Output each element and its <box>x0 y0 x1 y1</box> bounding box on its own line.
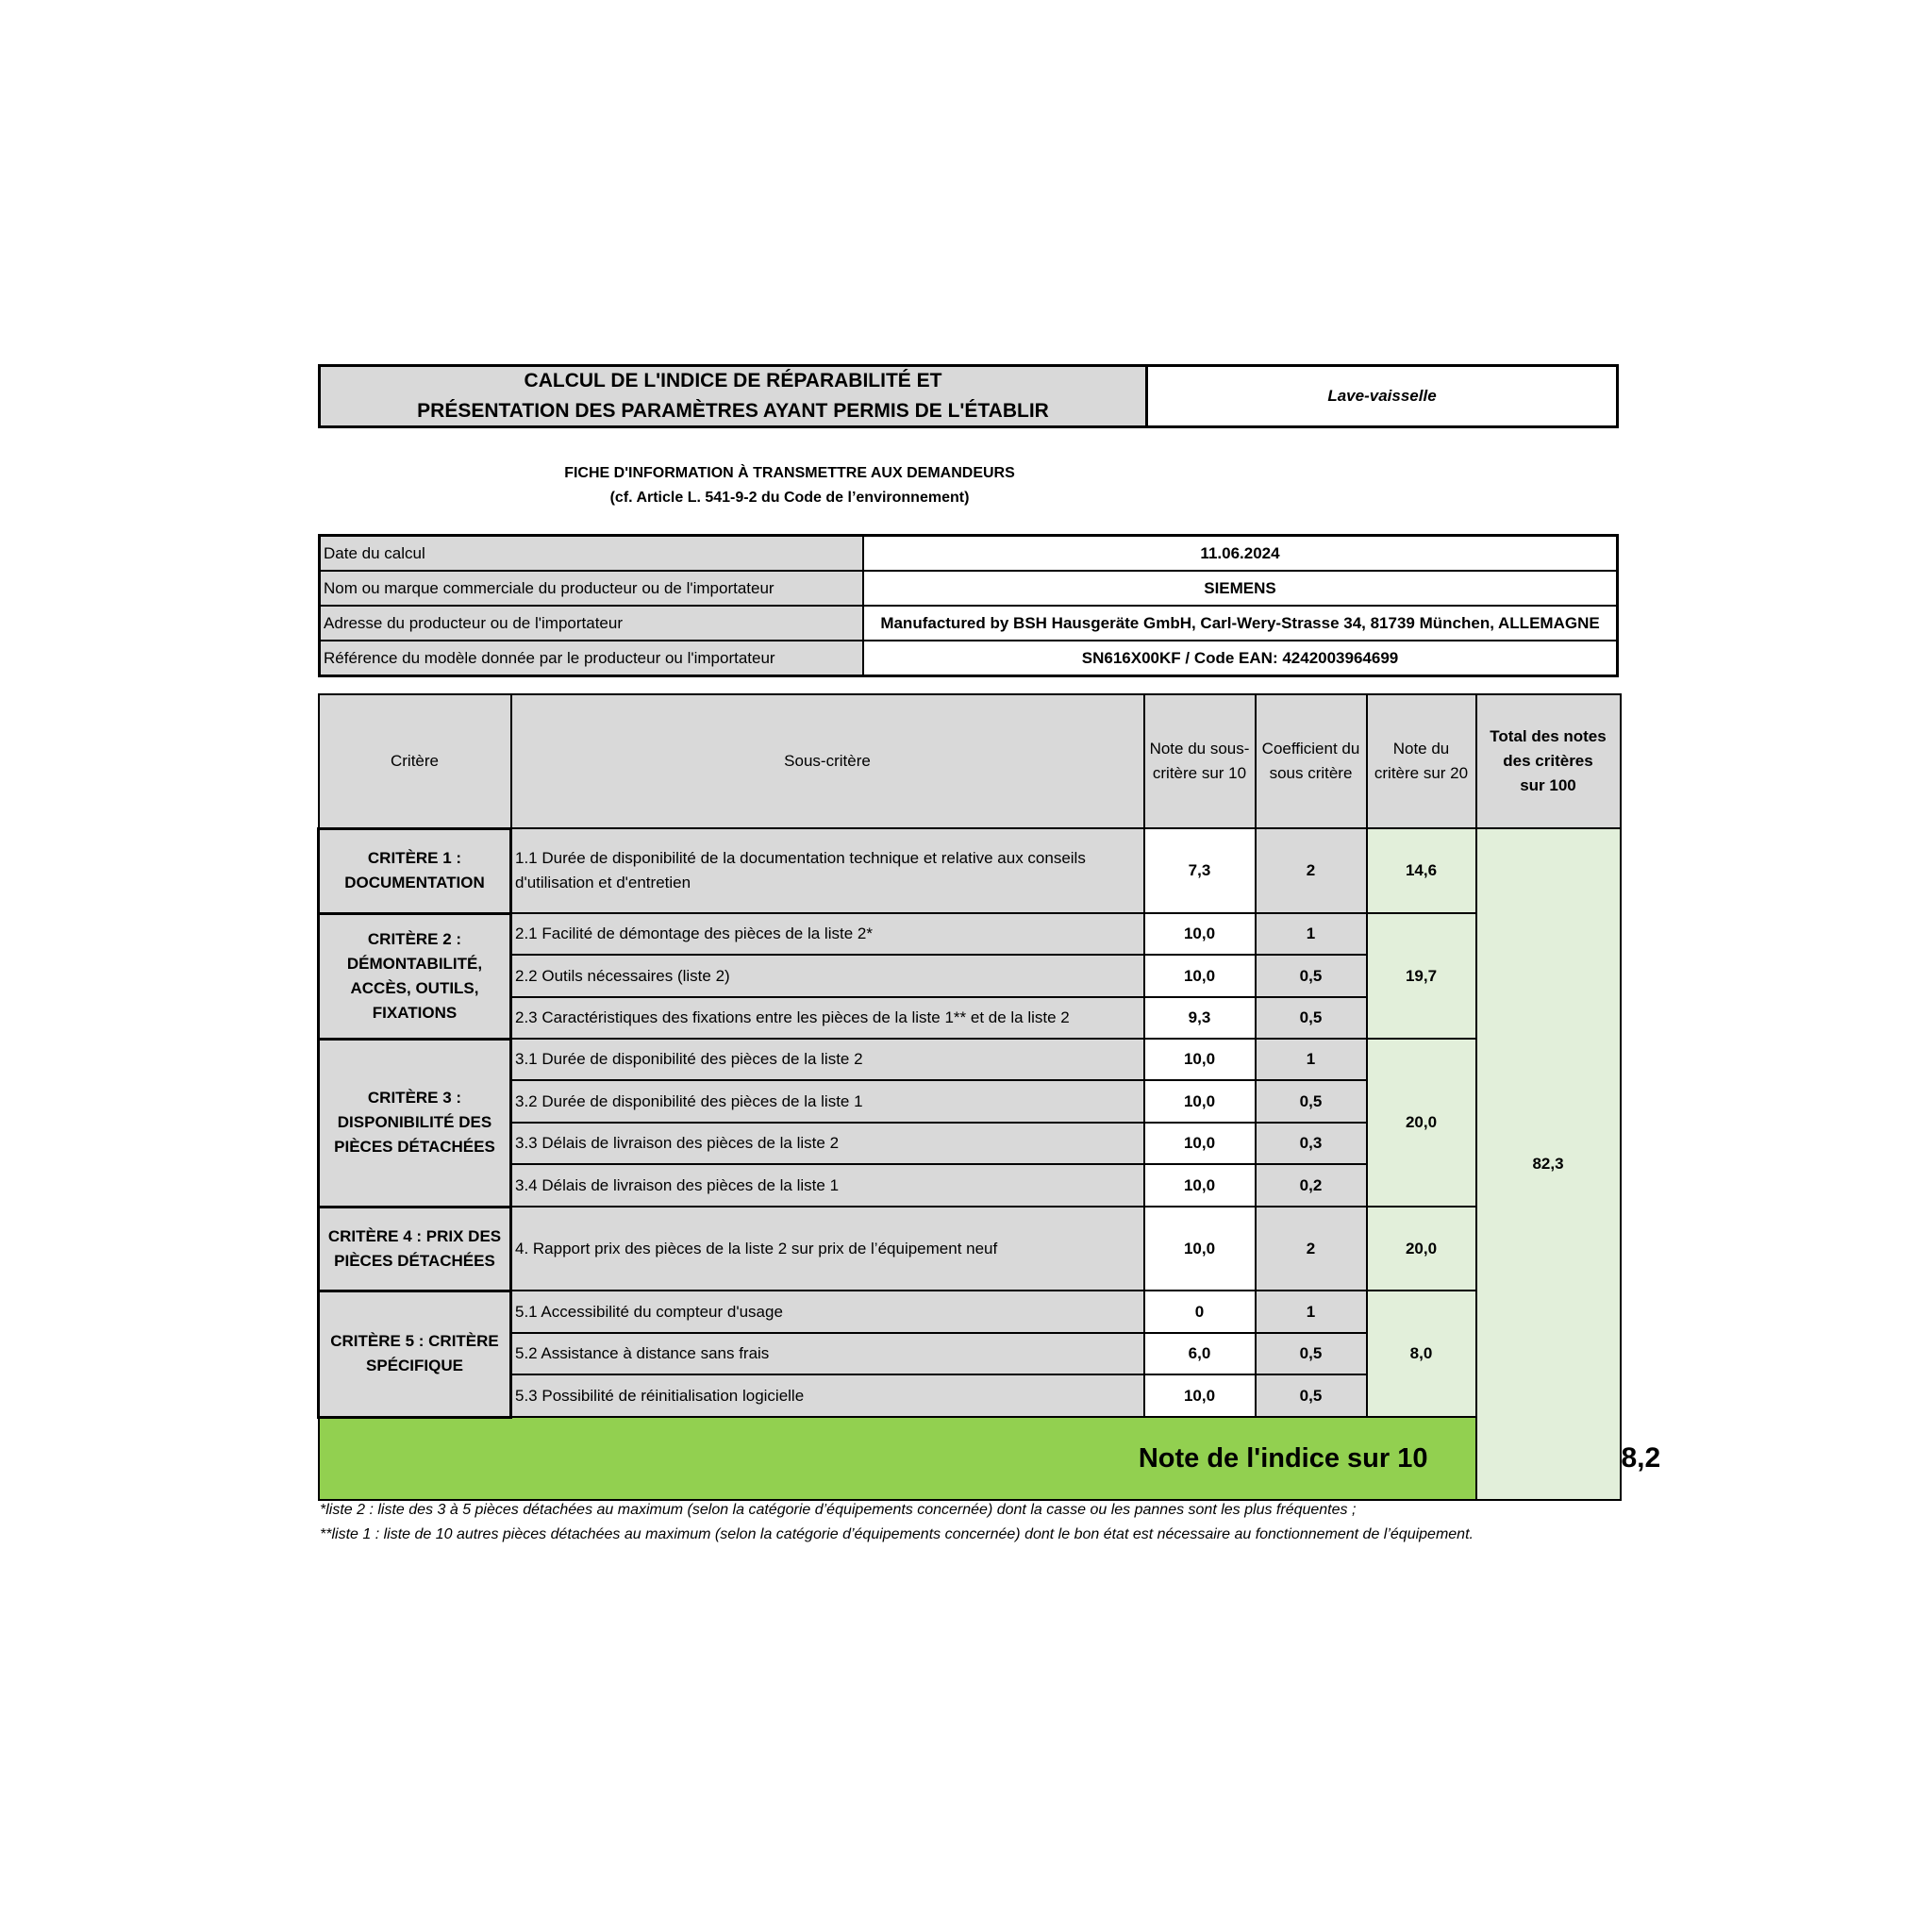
sub-criterion-note: 10,0 <box>1144 1123 1256 1164</box>
subheading-line-1: FICHE D'INFORMATION À TRANSMETTRE AUX DEMANDEURS <box>564 465 1015 481</box>
sub-criterion-note: 6,0 <box>1144 1333 1256 1374</box>
info-label: Adresse du producteur ou de l'importateur <box>321 607 864 640</box>
info-label: Nom ou marque commerciale du producteur ou de l'importateur <box>321 572 864 605</box>
sub-criterion-label: 3.3 Délais de livraison des pièces de la liste 2 <box>511 1123 1144 1164</box>
header-total: Total des notes des critères sur 100 <box>1476 694 1621 828</box>
criterion-score-20: 20,0 <box>1367 1207 1476 1291</box>
sub-criterion-note: 0 <box>1144 1291 1256 1333</box>
criterion-5-label: CRITÈRE 5 : CRITÈRE SPÉCIFIQUE <box>319 1291 511 1417</box>
sub-criterion-note: 10,0 <box>1144 1080 1256 1123</box>
sub-criterion-coef: 0,2 <box>1256 1164 1367 1207</box>
info-label: Référence du modèle donnée par le producteur ou l'importateur <box>321 641 864 675</box>
criterion-4-label: CRITÈRE 4 : PRIX DES PIÈCES DÉTACHÉES <box>319 1207 511 1291</box>
sub-criterion-coef: 0,5 <box>1256 997 1367 1039</box>
title-block <box>318 364 1619 428</box>
criterion-score-20: 20,0 <box>1367 1039 1476 1207</box>
total-score-100: 82,3 <box>1476 828 1621 1500</box>
sub-criterion-note: 10,0 <box>1144 913 1256 955</box>
sub-criterion-label: 3.2 Durée de disponibilité des pièces de la liste 1 <box>511 1080 1144 1123</box>
footnote-liste-2: *liste 2 : liste des 3 à 5 pièces détachées au maximum (selon la catégorie d’équipements concernée) dont la casse ou les pannes sont les plus fréquentes ; <box>320 1502 1357 1518</box>
sub-criterion-coef: 2 <box>1256 828 1367 913</box>
info-value: Manufactured by BSH Hausgeräte GmbH, Carl-Wery-Strasse 34, 81739 München, ALLEMAGNE <box>880 613 1600 632</box>
sub-criterion-coef: 0,3 <box>1256 1123 1367 1164</box>
criterion-3-label: CRITÈRE 3 : DISPONIBILITÉ DES PIÈCES DÉTACHÉES <box>319 1039 511 1207</box>
info-row-address <box>321 605 1616 640</box>
header-note-sous-critere: Note du sous- critère sur 10 <box>1144 694 1256 828</box>
document-title <box>321 367 1148 425</box>
table-row <box>319 1207 1621 1291</box>
criterion-1-label: CRITÈRE 1 : DOCUMENTATION <box>319 828 511 913</box>
sub-criterion-label: 1.1 Durée de disponibilité de la documentation technique et relative aux conseils d'utilisation et d'entretien <box>511 828 1144 913</box>
sub-criterion-coef: 0,5 <box>1256 1080 1367 1123</box>
sub-criterion-label: 2.2 Outils nécessaires (liste 2) <box>511 955 1144 997</box>
header-note-critere: Note du critère sur 20 <box>1367 694 1476 828</box>
sub-criterion-coef: 0,5 <box>1256 955 1367 997</box>
sub-criterion-label: 4. Rapport prix des pièces de la liste 2 sur prix de l’équipement neuf <box>511 1207 1144 1291</box>
header-coefficient: Coefficient du sous critère <box>1256 694 1367 828</box>
info-value: SN616X00KF / Code EAN: 4242003964699 <box>1081 648 1399 667</box>
sub-criterion-note: 9,3 <box>1144 997 1256 1039</box>
criterion-2-label: CRITÈRE 2 : DÉMONTABILITÉ, ACCÈS, OUTILS, FIXATIONS <box>319 913 511 1039</box>
sub-criterion-label: 5.1 Accessibilité du compteur d'usage <box>511 1291 1144 1333</box>
sub-criterion-label: 3.1 Durée de disponibilité des pièces de la liste 2 <box>511 1039 1144 1080</box>
final-score-label: Note de l'indice sur 10 <box>319 1417 1476 1500</box>
criterion-score-20: 19,7 <box>1367 913 1476 1039</box>
criterion-score-20: 8,0 <box>1367 1291 1476 1417</box>
title-line-2: PRÉSENTATION DES PARAMÈTRES AYANT PERMIS DE L'ÉTABLIR <box>417 400 1049 422</box>
repairability-table <box>317 693 1661 1501</box>
table-row <box>319 1039 1621 1080</box>
table-row <box>319 1291 1621 1333</box>
table-header-row <box>319 694 1621 828</box>
sub-criterion-label: 5.2 Assistance à distance sans frais <box>511 1333 1144 1374</box>
header-critere: Critère <box>319 694 511 828</box>
table-row <box>319 913 1621 955</box>
info-value: 11.06.2024 <box>1200 543 1280 562</box>
equipment-category: Lave-vaisselle <box>1327 387 1437 405</box>
sub-criterion-label: 2.3 Caractéristiques des fixations entre les pièces de la liste 1** et de la liste 2 <box>511 997 1144 1039</box>
sub-criterion-note: 7,3 <box>1144 828 1256 913</box>
sub-criterion-note: 10,0 <box>1144 1164 1256 1207</box>
sub-criterion-coef: 0,5 <box>1256 1374 1367 1417</box>
title-line-1: CALCUL DE L'INDICE DE RÉPARABILITÉ ET <box>524 370 942 391</box>
header-sous-critere: Sous-critère <box>511 694 1144 828</box>
info-value: SIEMENS <box>1204 578 1276 597</box>
sub-criterion-coef: 1 <box>1256 1039 1367 1080</box>
info-row-reference <box>321 640 1616 675</box>
sub-criterion-note: 10,0 <box>1144 955 1256 997</box>
sub-criterion-label: 3.4 Délais de livraison des pièces de la liste 1 <box>511 1164 1144 1207</box>
final-score-row: Note de l'indice sur 10 8,2 <box>319 1417 1621 1500</box>
footnote-liste-1: **liste 1 : liste de 10 autres pièces détachées au maximum (selon la catégorie d’équipements concernée) dont le bon état est nécessaire au fonctionnement de l’équipement. <box>320 1526 1474 1542</box>
info-row-brand <box>321 570 1616 605</box>
sub-criterion-note: 10,0 <box>1144 1374 1256 1417</box>
sub-criterion-note: 10,0 <box>1144 1039 1256 1080</box>
subheading-line-2: (cf. Article L. 541-9-2 du Code de l’environnement) <box>609 490 970 506</box>
sub-criterion-note: 10,0 <box>1144 1207 1256 1291</box>
sub-criterion-coef: 0,5 <box>1256 1333 1367 1374</box>
table-row <box>319 828 1621 913</box>
sub-criterion-coef: 2 <box>1256 1207 1367 1291</box>
info-row-date <box>321 537 1616 570</box>
info-label: Date du calcul <box>321 537 864 570</box>
sub-criterion-label: 2.1 Facilité de démontage des pièces de la liste 2* <box>511 913 1144 955</box>
criterion-score-20: 14,6 <box>1367 828 1476 913</box>
info-table <box>318 534 1619 677</box>
sub-criterion-coef: 1 <box>1256 1291 1367 1333</box>
sub-criterion-coef: 1 <box>1256 913 1367 955</box>
sub-criterion-label: 5.3 Possibilité de réinitialisation logicielle <box>511 1374 1144 1417</box>
